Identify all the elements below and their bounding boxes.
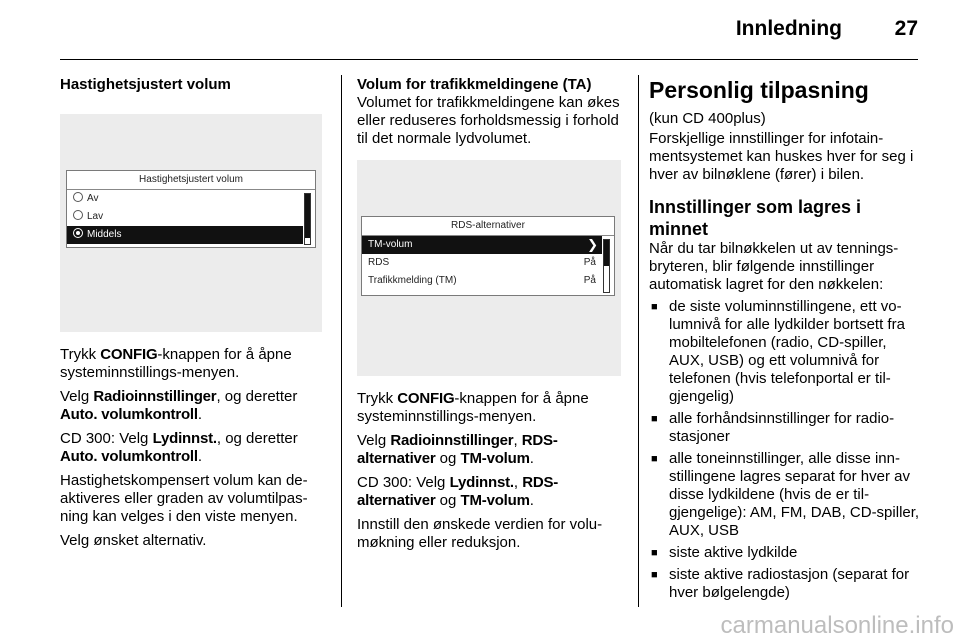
column-divider-1 — [341, 75, 342, 607]
scrollbar[interactable] — [603, 239, 610, 293]
paragraph: Trykk CONFIG-knappen for å åpne systeminnstillings-menyen. — [60, 346, 292, 381]
option-av[interactable]: Av — [67, 190, 315, 208]
screen-title: Hastighetsjustert volum — [67, 171, 315, 190]
column-speed-volume — [60, 76, 330, 556]
paragraph: Forskjellige innstillinger for infotain-mentsystemet kan huskes hver for seg i hver av bilnøklene (fører) i bilen. — [649, 130, 914, 183]
list-item: ■ siste aktive lydkilde — [649, 544, 921, 562]
section-heading: Volum for trafikkmeldingene (TA) — [357, 76, 592, 93]
paragraph: CD 300: Velg Lydinnst., og deretter Auto. volumkontroll. — [60, 430, 298, 465]
bullet-list — [649, 298, 921, 602]
screen-title: RDS-alternativer — [362, 217, 614, 236]
screen-rds-options — [361, 216, 615, 296]
section-heading: Personlig tilpasning — [649, 77, 869, 103]
menu-item-rds[interactable]: RDS På — [368, 257, 596, 268]
radio-icon — [73, 192, 83, 202]
list-item: ■ siste aktive radiostasjon (separat for hver bølgelengde) — [649, 566, 921, 602]
paragraph: Velg ønsket alternativ. — [60, 532, 207, 549]
scrollbar-thumb — [604, 240, 609, 266]
page-number: 27 — [894, 17, 918, 40]
paragraph: Velg Radioinnstillinger, RDS-alternativer og TM-volum. — [357, 432, 558, 467]
paragraph: Innstill den ønskede verdien for volu-møkning eller reduksjon. — [357, 516, 603, 551]
scrollbar-thumb — [305, 194, 310, 238]
watermark: carmanualsonline.info — [720, 612, 954, 639]
paragraph: Velg Radioinnstillinger, og deretter Auto. volumkontroll. — [60, 388, 298, 423]
column-ta-volume — [357, 76, 629, 558]
header-rule — [60, 59, 918, 60]
radio-icon — [73, 210, 83, 220]
paragraph: Trykk CONFIG-knappen for å åpne systeminnstillings-menyen. — [357, 390, 589, 425]
column-divider-2 — [638, 75, 639, 607]
list-item: ■ alle forhåndsinnstillinger for radio-stasjoner — [649, 410, 921, 446]
list-item: ■ de siste voluminnstillingene, ett vo-lumnivå for alle lydkilder bortsett fra mobiltelefonen (radio, CD-spiller, AUX, USB) og ett volumnivå for telefonen (hvis telefonportal er til-gjengelig) — [649, 298, 921, 406]
paragraph: Hastighetskompensert volum kan de-aktiveres eller graden av volumtilpas-ning kan velges i den viste menyen. — [60, 472, 308, 525]
screen-speed-volume — [66, 170, 316, 248]
radio-selected-icon — [73, 228, 83, 238]
subsection-heading: Innstillinger som lagres i minnet — [649, 197, 862, 239]
scrollbar[interactable] — [304, 193, 311, 245]
chevron-right-icon: ❯ — [587, 237, 598, 252]
figure-speed-volume — [60, 114, 322, 332]
paragraph: Når du tar bilnøkkelen ut av tennings-bryteren, blir følgende innstillinger automatisk lagret for den nøkkelen: — [649, 240, 899, 293]
list-item: ■ alle toneinnstillinger, alle disse inn-stillingene lagres separat for hver av disse lydkildene (hvis de er til-gjengelige): AM, FM, DAB, CD-spiller, AUX, USB — [649, 450, 921, 540]
intro-paragraph: Volumet for trafikkmeldingene kan økes eller reduseres forholdsmessig i forhold til det normale lydvolumet. — [357, 94, 620, 147]
page-header — [0, 0, 960, 60]
figure-rds-options — [357, 160, 621, 376]
section-title: Innledning — [735, 17, 842, 40]
menu-item-trafikkmelding[interactable]: Trafikkmelding (TM) På — [368, 275, 596, 286]
option-lav[interactable]: Lav — [67, 208, 315, 226]
menu-item-tm-volum[interactable]: TM-volum ❯ — [362, 236, 602, 254]
subtitle: (kun CD 400plus) — [649, 110, 766, 127]
paragraph: CD 300: Velg Lydinnst., RDS-alternativer og TM-volum. — [357, 474, 559, 509]
option-middels[interactable]: Middels — [67, 226, 303, 244]
section-heading: Hastighetsjustert volum — [60, 76, 231, 93]
column-personalization — [649, 76, 921, 606]
